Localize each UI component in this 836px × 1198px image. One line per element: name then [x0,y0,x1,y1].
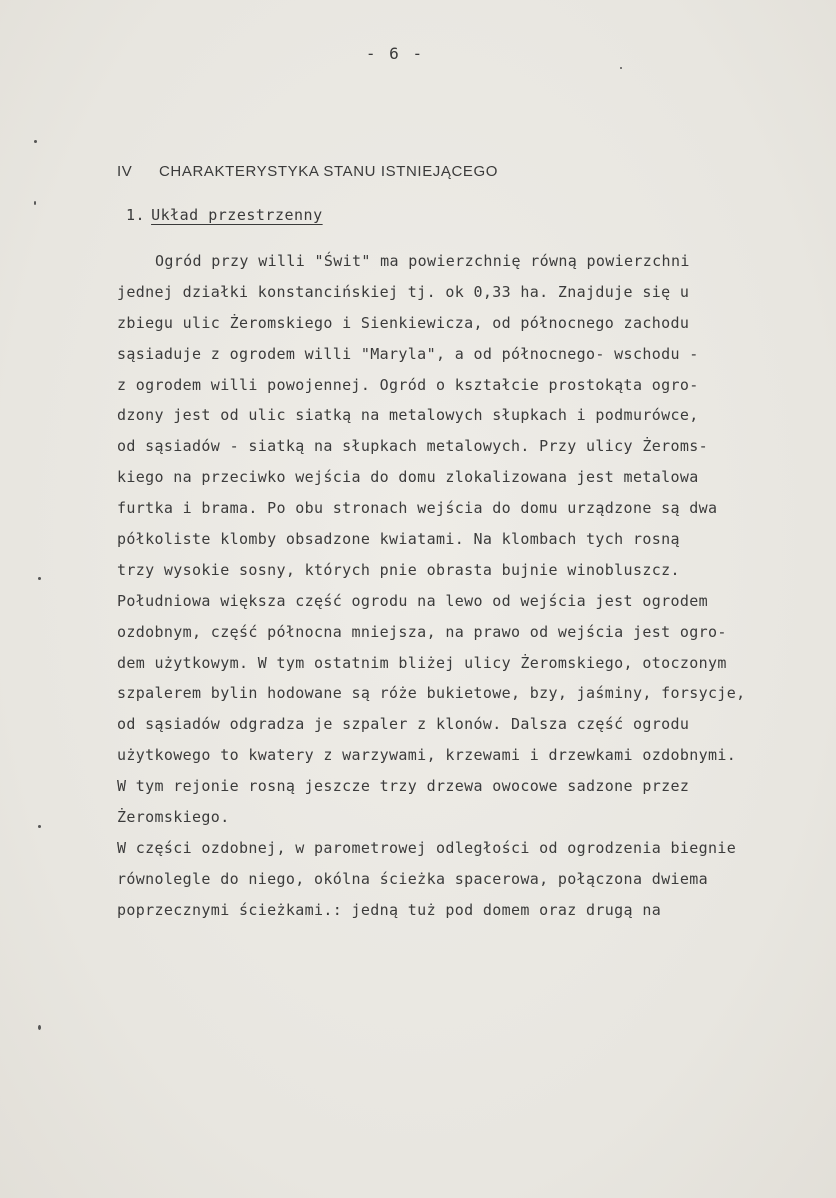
text-line: szpalerem bylin hodowane są róże bukietowe, bzy, jaśminy, forsycje, [117,684,746,703]
text-line: zbiegu ulic Żeromskiego i Sienkiewicza, od północnego zachodu [117,313,690,332]
section-heading [126,206,323,224]
chapter-heading [117,163,498,180]
text-line: furtka i brama. Po obu stronach wejścia do domu urządzone są dwa [117,499,718,518]
scan-speck [34,140,37,143]
chapter-title: CHARAKTERYSTYKA STANU ISTNIEJĄCEGO [159,163,499,180]
text-line: Południowa większa część ogrodu na lewo od wejścia jest ogrodem [117,591,708,610]
text-line: jednej działki konstancińskiej tj. ok 0,33 ha. Znajduje się u [117,282,690,301]
scan-speck [38,1025,41,1030]
text-line: Żeromskiego. [117,808,230,827]
text-line: poprzecznymi ścieżkami.: jedną tuż pod domem oraz drugą na [117,900,662,919]
body-text [117,246,822,926]
text-line: dem użytkowym. W tym ostatnim bliżej ulicy Żeromskiego, otoczonym [117,653,727,672]
text-line: równolegle do niego, okólna ścieżka spacerowa, połączona dwiema [117,869,708,888]
page-number: - 6 - [365,44,425,63]
text-line: kiego na przeciwko wejścia do domu zlokalizowana jest metalowa [117,468,699,487]
chapter-number: IV [117,163,133,180]
text-line: Ogród przy willi "Świt" ma powierzchnię równą powierzchni [155,252,690,270]
text-line: trzy wysokie sosny, których pnie obrasta bujnie winobluszcz. [117,560,680,579]
text-line: półkoliste klomby obsadzone kwiatami. Na klombach tych rosną [117,530,680,549]
text-line: W części ozdobnej, w parometrowej odległości od ogrodzenia biegnie [117,838,737,857]
text-line: sąsiaduje z ogrodem willi "Maryla", a od północnego- wschodu - [117,344,699,363]
text-line: użytkowego to kwatery z warzywami, krzewami i drzewkami ozdobnymi. [117,746,737,765]
section-number: 1. [126,206,146,224]
scan-speck [620,67,622,69]
scan-speck [38,825,41,828]
text-line: W tym rejonie rosną jeszcze trzy drzewa owocowe sadzone przez [117,777,690,796]
text-line: od sąsiadów - siatką na słupkach metalowych. Przy ulicy Żeroms- [117,437,708,456]
text-line: od sąsiadów odgradza je szpaler z klonów. Dalsza część ogrodu [117,715,690,734]
section-title: Układ przestrzenny [151,206,323,224]
text-line: dzony jest od ulic siatką na metalowych słupkach i podmurówce, [117,406,699,425]
scan-speck [34,201,36,205]
scan-speck [38,577,41,580]
text-line: ozdobnym, część północna mniejsza, na prawo od wejścia jest ogro- [117,622,727,641]
text-line: z ogrodem willi powojennej. Ogród o kształcie prostokąta ogro- [117,375,699,394]
